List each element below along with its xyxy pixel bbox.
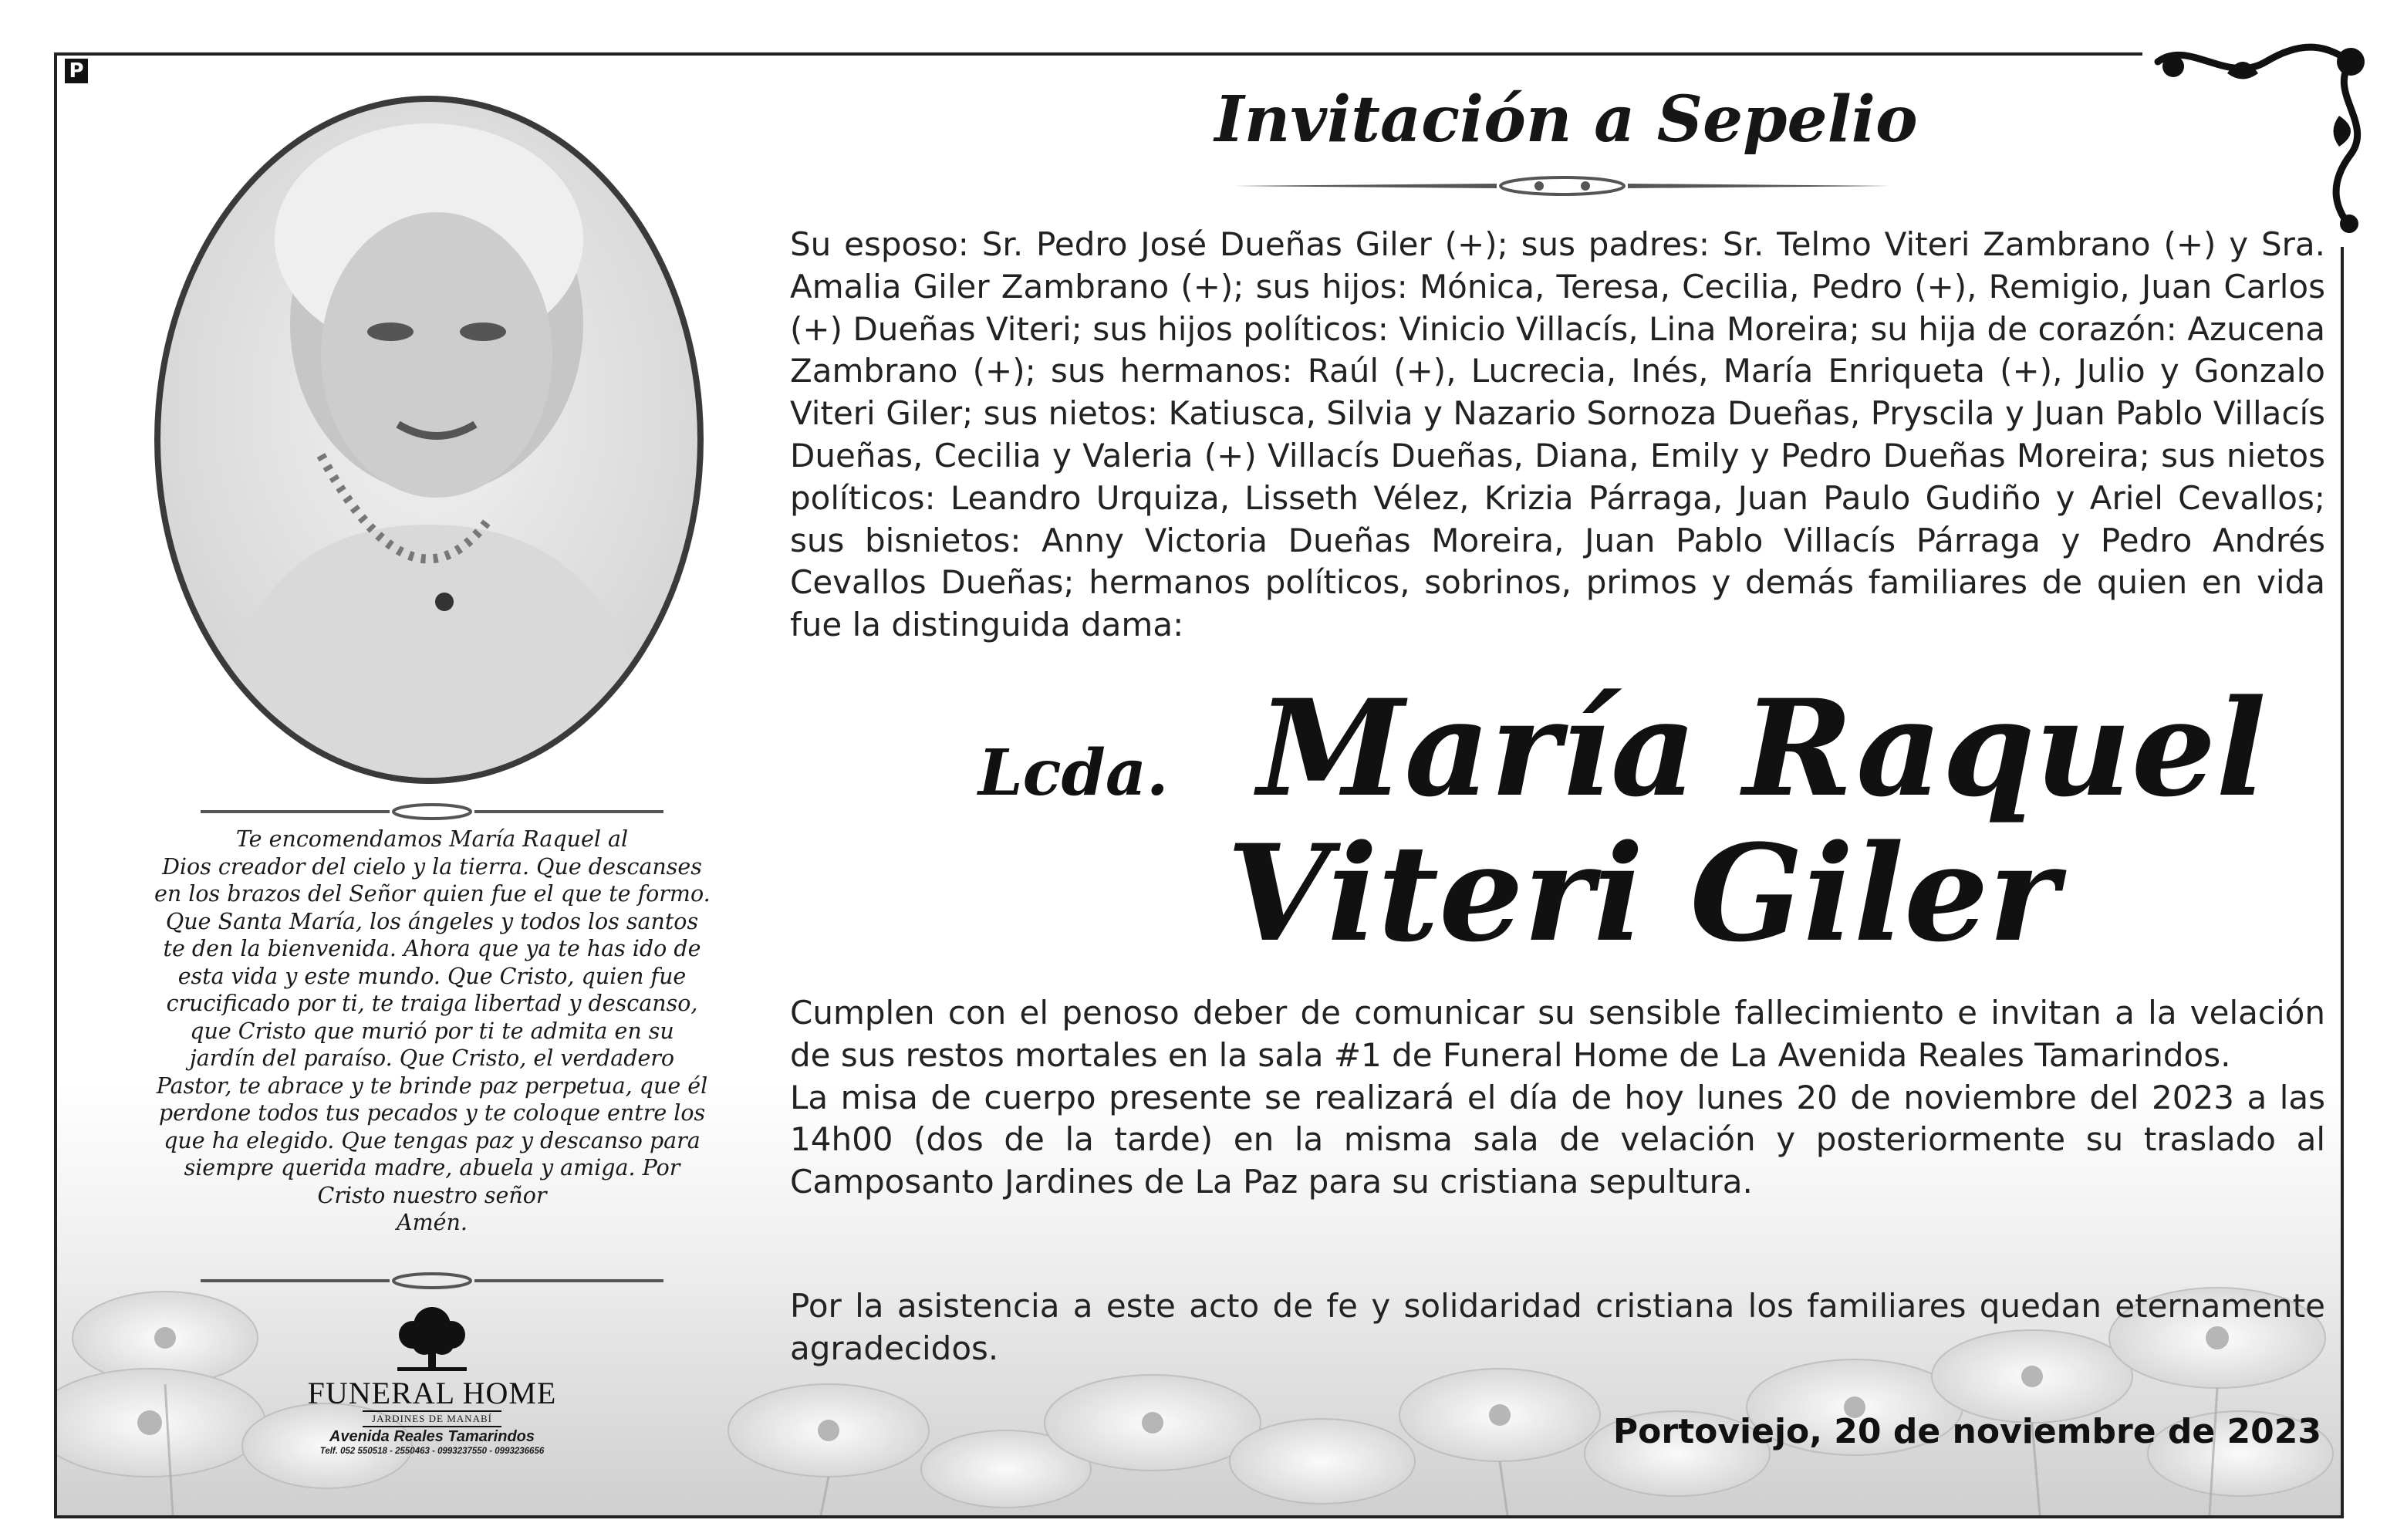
prayer-line: que ha elegido. Que tengas paz y descanso para xyxy=(164,1127,701,1153)
prayer-line: Pastor, te abrace y te brinde paz perpetua, que él xyxy=(156,1072,708,1099)
deceased-name-last: Viteri Giler xyxy=(1227,815,2059,971)
funeral-home-name: FUNERAL HOME xyxy=(307,1376,557,1410)
corner-ornament-icon xyxy=(2142,31,2374,247)
announcement xyxy=(790,992,2325,1204)
prayer-line: Dios creador del cielo y la tierra. Que descanses xyxy=(162,853,702,880)
tree-icon xyxy=(390,1304,474,1373)
prayer-line: Que Santa María, los ángeles y todos los santos xyxy=(165,908,699,934)
left-divider-bottom xyxy=(201,1272,663,1290)
funeral-home-subtitle: JARDINES DE MANABÍ xyxy=(363,1410,501,1427)
portrait-photo xyxy=(151,93,707,787)
prayer-line: esta vida y este mundo. Que Cristo, quien fue xyxy=(177,963,687,989)
prayer-line: siempre querida madre, abuela y amiga. Por xyxy=(184,1155,680,1180)
prayer-line: Amén. xyxy=(397,1210,468,1235)
page-title: Invitación a Sepelio xyxy=(1214,83,1918,157)
prayer-line: en los brazos del Señor quien fue el que te formo. xyxy=(154,881,711,907)
announcement-paragraph-2: La misa de cuerpo presente se realizará el día de hoy lunes 20 de noviembre del 2023 a las 14h00 (dos de la tarde) en la misma sala de velación y posteriormente su traslado al Camposanto Jardines de La Paz para su cristiana sepultura. xyxy=(790,1078,2325,1201)
prayer-line: que Cristo que murió por ti te admita en su xyxy=(190,1018,674,1044)
left-divider-top xyxy=(201,802,663,821)
announcement-thanks: Por la asistencia a este acto de fe y solidaridad cristiana los familiares quedan eternamente agradecidos. xyxy=(790,1287,2325,1367)
prayer-line: te den la bienvenida. Ahora que ya te has ido de xyxy=(163,936,701,961)
announcement-paragraph-1: Cumplen con el penoso deber de comunicar su sensible fallecimiento e invitan a la velación de sus restos mortales en la sala #1 de Funeral Home de La Avenida Reales Tamarindos. xyxy=(790,994,2325,1074)
funeral-home-phones: Telf. 052 550518 - 2550463 - 0993237550 - 0993236656 xyxy=(319,1447,545,1456)
title-divider xyxy=(1234,174,1890,198)
prayer-line: Cristo nuestro señor xyxy=(317,1182,547,1208)
deceased-name-first: María Raquel xyxy=(1258,670,2267,826)
badge: P xyxy=(65,59,88,83)
family-list: Su esposo: Sr. Pedro José Dueñas Giler (+); sus padres: Sr. Telmo Viteri Zambrano (+) y Sra. Amalia Giler Zambrano (+); sus hijos: Mónica, Teresa, Cecilia, Pedro (+), Remigio, Juan Carlos (+) Dueñas Viteri; sus hijos políticos: Vinicio Villacís, Lina Moreira; su hija de corazón: Azucena Zambrano (+); sus hermanos: Raúl (+), Lucrecia, Inés, María Enriqueta (+), Julio y Gonzalo Viteri Giler; sus nietos: Katiusca, Silvia y Nazario Sornoza Dueñas, Pryscila y Juan Pablo Villacís Dueñas, Cecilia y Valeria (+) Villacís Dueñas, Diana, Emily y Pedro Dueñas Moreira; sus nietos políticos: Leandro Urquiza, Lisseth Vélez, Krizia Párraga, Juan Paulo Gudiño y Ariel Cevallos; sus bisnietos: Anny Victoria Dueñas Moreira, Juan Pablo Villacís Párraga y Pedro Andrés Cevallos Dueñas; hermanos políticos, sobrinos, primos y demás familiares de quien en vida fue la distinguida dama: xyxy=(790,225,2325,644)
prayer-text xyxy=(154,826,710,1237)
prayer-line: jardín del paraíso. Que Cristo, el verdadero xyxy=(189,1045,675,1071)
funeral-home-logo xyxy=(293,1304,571,1466)
prayer-line: perdone todos tus pecados y te coloque entre los xyxy=(158,1100,706,1126)
dateline: Portoviejo, 20 de noviembre de 2023 xyxy=(1612,1412,2321,1451)
deceased-title: Lcda. xyxy=(978,736,1169,810)
prayer-line: Te encomendamos María Raquel al xyxy=(235,826,629,852)
prayer-line: crucificado por ti, te traiga libertad y descanso, xyxy=(166,991,698,1016)
funeral-home-address: Avenida Reales Tamarindos xyxy=(329,1428,535,1445)
